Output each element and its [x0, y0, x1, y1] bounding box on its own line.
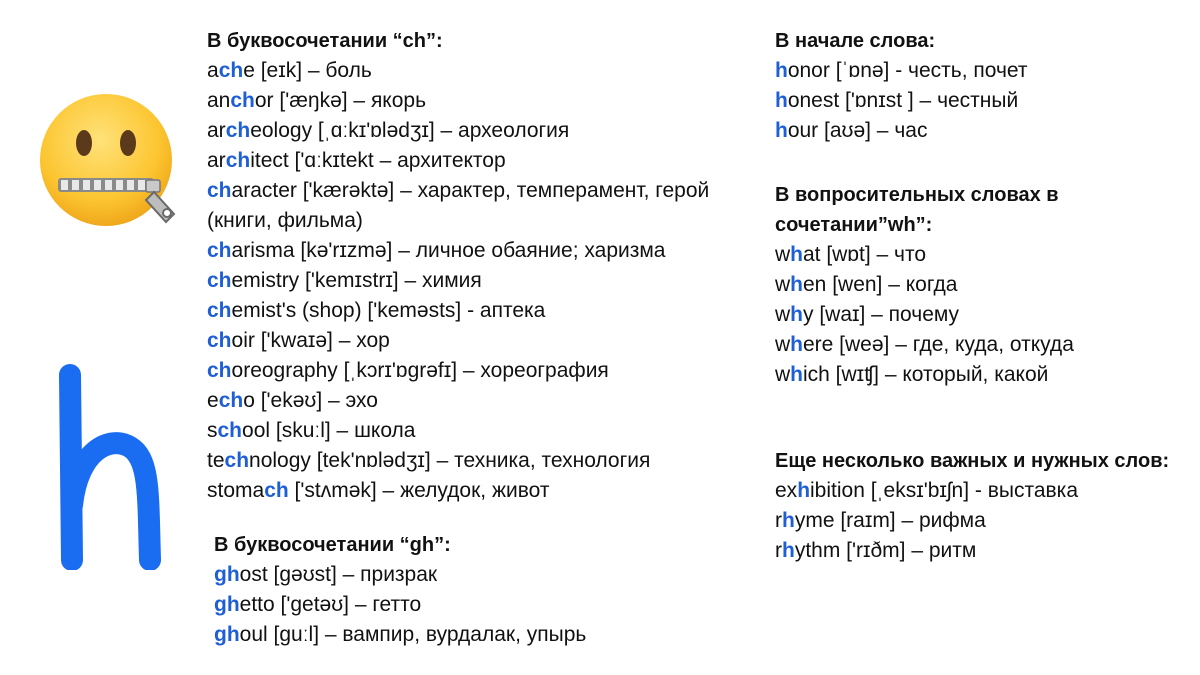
- word-rest: ['stʌmək] – желудок, живот: [288, 479, 550, 502]
- word-entry: [214, 620, 714, 650]
- word-rest: o ['ekəʊ] – эхо: [243, 389, 378, 412]
- word-entry: [214, 560, 714, 590]
- word-entry: [207, 296, 747, 326]
- word-entry: [214, 590, 714, 620]
- word-entry: [207, 416, 747, 446]
- word-rest: eology [ˌɑːkɪ'ɒlədʒɪ] – археология: [250, 119, 570, 142]
- word-prefix: s: [207, 419, 218, 442]
- word-rest: at [wɒt] – что: [803, 243, 927, 266]
- highlighted-letters: ch: [264, 479, 289, 502]
- word-rest: ich [wɪʧ] – который, какой: [803, 363, 1049, 386]
- word-rest: oir ['kwaɪə] – хор: [231, 329, 390, 352]
- gh-section-title: В буквосочетании “gh”:: [214, 534, 451, 556]
- right-column: [775, 26, 1175, 566]
- highlighted-letters: gh: [214, 593, 240, 616]
- highlighted-letters: h: [790, 303, 803, 326]
- highlighted-letters: ch: [218, 389, 244, 412]
- other-entry-list: [775, 476, 1175, 566]
- word-prefix: w: [775, 363, 791, 386]
- word-entry: [775, 330, 1175, 360]
- word-prefix: e: [207, 389, 219, 412]
- highlighted-letters: h: [790, 273, 803, 296]
- highlighted-letters: ch: [224, 449, 250, 472]
- highlighted-letters: ch: [217, 419, 243, 442]
- highlighted-letters: ch: [207, 329, 232, 352]
- word-prefix: ar: [207, 119, 226, 142]
- highlighted-letters: h: [790, 243, 803, 266]
- wh-section-title: В вопросительных словах в сочетании”wh”:: [775, 184, 1059, 236]
- zipper-mouth-face-icon: [34, 88, 184, 238]
- large-letter-h: [30, 355, 180, 570]
- word-rest: nology [tek'nɒlədʒɪ] – техника, технология: [249, 449, 651, 472]
- highlighted-letters: h: [775, 59, 788, 82]
- word-rest: itect ['ɑːkɪtekt – архитектор: [250, 149, 506, 172]
- word-entry: [775, 300, 1175, 330]
- word-rest: y [waɪ] – почему: [803, 303, 960, 326]
- word-rest: ost [gəʊst] – призрак: [239, 563, 438, 586]
- highlighted-letters: ch: [225, 119, 251, 142]
- word-prefix: r: [775, 539, 782, 562]
- word-prefix: w: [775, 243, 791, 266]
- word-entry: [775, 86, 1175, 116]
- word-entry: [207, 386, 747, 416]
- ch-section-title: В буквосочетании “ch”:: [207, 30, 443, 52]
- word-rest: our [aʊə] – час: [787, 119, 928, 142]
- word-entry: [207, 326, 747, 356]
- highlighted-letters: h: [782, 539, 795, 562]
- word-rest: arisma [kə'rɪzmə] – личное обаяние; харизма: [231, 239, 666, 262]
- ch-section: [207, 26, 747, 506]
- word-rest: or ['æŋkə] – якорь: [254, 89, 427, 112]
- word-prefix: ar: [207, 149, 226, 172]
- word-entry: [775, 116, 1175, 146]
- highlighted-letters: ch: [207, 359, 232, 382]
- word-rest: etto ['getəʊ] – гетто: [239, 593, 422, 616]
- word-entry: [207, 176, 747, 236]
- word-entry: [207, 446, 747, 476]
- highlighted-letters: ch: [207, 269, 232, 292]
- word-rest: ool [skuːl] – школа: [242, 419, 416, 442]
- word-entry: [207, 476, 747, 506]
- highlighted-letters: ch: [218, 59, 244, 82]
- highlighted-letters: ch: [225, 149, 251, 172]
- word-entry: [775, 506, 1175, 536]
- initial-entry-list: [775, 56, 1175, 146]
- initial-section: [775, 26, 1175, 146]
- word-entry: [207, 236, 747, 266]
- word-prefix: te: [207, 449, 225, 472]
- highlighted-letters: h: [797, 479, 811, 502]
- word-rest: aracter ['kærəktə] – характер, темперамент, герой (книги, фильма): [207, 179, 710, 232]
- wh-section: [775, 180, 1175, 390]
- word-rest: ibition [ˌeksɪ'bɪʃn] - выставка: [810, 479, 1079, 502]
- word-prefix: stoma: [207, 479, 265, 502]
- word-rest: oreography [ˌkɔrɪ'ɒgrəfɪ] – хореография: [231, 359, 609, 382]
- word-prefix: a: [207, 59, 219, 82]
- word-entry: [775, 56, 1175, 86]
- highlighted-letters: h: [790, 333, 803, 356]
- word-entry: [775, 476, 1175, 506]
- word-rest: emistry ['kemɪstrɪ] – химия: [231, 269, 482, 292]
- highlighted-letters: ch: [230, 89, 255, 112]
- word-entry: [207, 116, 747, 146]
- word-rest: oul [guːl] – вампир, вурдалак, упырь: [239, 623, 587, 646]
- highlighted-letters: h: [782, 509, 795, 532]
- other-section: [775, 446, 1175, 566]
- word-rest: ere [weə] – где, куда, откуда: [803, 333, 1074, 356]
- word-rest: onest ['ɒnɪst ] – честный: [787, 89, 1019, 112]
- word-prefix: w: [775, 303, 791, 326]
- highlighted-letters: ch: [207, 179, 232, 202]
- highlighted-letters: gh: [214, 623, 240, 646]
- word-entry: [775, 240, 1175, 270]
- word-prefix: w: [775, 333, 791, 356]
- highlighted-letters: h: [775, 89, 788, 112]
- word-entry: [207, 146, 747, 176]
- gh-entry-list: [214, 560, 714, 650]
- word-rest: onor [ˈɒnə] - честь, почет: [787, 59, 1028, 82]
- highlighted-letters: h: [790, 363, 803, 386]
- highlighted-letters: gh: [214, 563, 240, 586]
- word-prefix: an: [207, 89, 231, 112]
- initial-section-title: В начале слова:: [775, 30, 936, 52]
- word-entry: [207, 56, 747, 86]
- word-entry: [775, 536, 1175, 566]
- word-prefix: w: [775, 273, 791, 296]
- word-prefix: r: [775, 509, 782, 532]
- gh-section: [214, 530, 714, 650]
- word-rest: ythm ['rɪðm] – ритм: [794, 539, 977, 562]
- highlighted-letters: ch: [207, 299, 232, 322]
- other-section-title: Еще несколько важных и нужных слов:: [775, 450, 1170, 472]
- word-entry: [207, 266, 747, 296]
- word-rest: yme [raɪm] – рифма: [794, 509, 986, 532]
- word-entry: [775, 360, 1175, 390]
- word-rest: en [wen] – когда: [803, 273, 958, 296]
- wh-entry-list: [775, 240, 1175, 390]
- word-rest: e [eɪk] – боль: [243, 59, 372, 82]
- word-entry: [207, 86, 747, 116]
- highlighted-letters: h: [775, 119, 788, 142]
- word-rest: emist's (shop) ['keməsts] - аптека: [231, 299, 546, 322]
- word-prefix: ex: [775, 479, 798, 502]
- ch-entry-list: [207, 56, 747, 506]
- highlighted-letters: ch: [207, 239, 232, 262]
- word-entry: [775, 270, 1175, 300]
- word-entry: [207, 356, 747, 386]
